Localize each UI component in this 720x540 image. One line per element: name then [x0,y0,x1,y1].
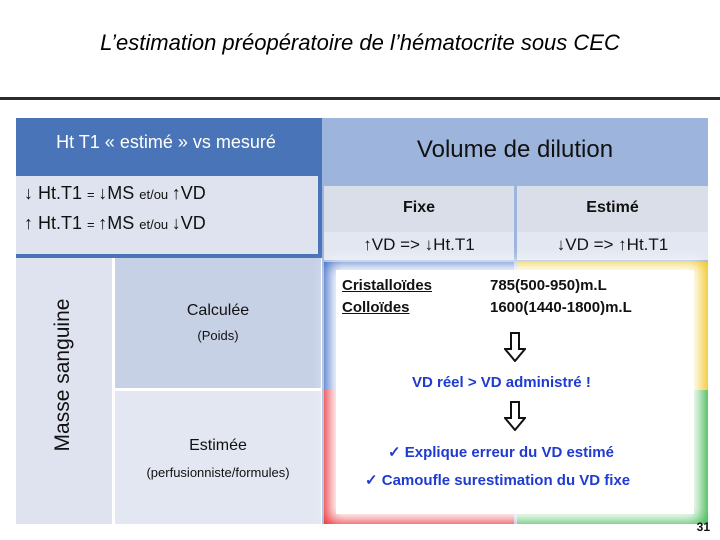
estimee-cell [115,391,321,524]
fixe-relation: ↑VD => ↓Ht.T1 [324,232,514,260]
calculee-cell [115,258,321,388]
volume-dilution-title: Volume de dilution [416,136,614,163]
slide-title: L’estimation préopératoire de l’hématocrite sous CEC [100,30,620,55]
col-header-fixe: Fixe [324,186,514,232]
down-arrow-outline-icon [504,401,526,431]
masse-sanguine-label: Masse sanguine [51,298,74,452]
check-mark-icon: ✓ [388,444,401,461]
page-number: 31 [696,520,710,534]
conclusion-text: VD réel > VD administré ! [412,374,591,391]
calculee-subtitle: (Poids) [197,328,239,343]
col-header-estime: Estimé [517,186,708,232]
estime-relation: ↓VD => ↑Ht.T1 [517,232,708,260]
colloides-value: 1600(1440-1800)m.L [490,299,632,316]
ht-relation-line-1: ↓ Ht.T1 = ↓MS et/ou ↑VD [24,183,206,203]
bullet-2: ✓ Camoufle surestimation du VD fixe [365,472,631,489]
estimee-title: Estimée [189,437,247,454]
calculee-title: Calculée [186,302,250,319]
cristalloides-value: 785(500-950)m.L [490,277,607,294]
bullet-1: ✓ Explique erreur du VD estimé [388,444,614,461]
ht-header-label: Ht T1 « estimé » vs mesuré [56,132,276,152]
title-divider [0,97,720,100]
cristalloides-label: Cristalloïdes [342,277,433,294]
down-arrow-outline-icon [504,332,526,362]
estimee-subtitle: (perfusionniste/formules) [146,465,290,480]
colloides-label: Colloïdes [342,299,410,316]
ht-relation-line-2: ↑ Ht.T1 = ↑MS et/ou ↓VD [24,213,206,233]
check-mark-icon: ✓ [365,472,378,489]
